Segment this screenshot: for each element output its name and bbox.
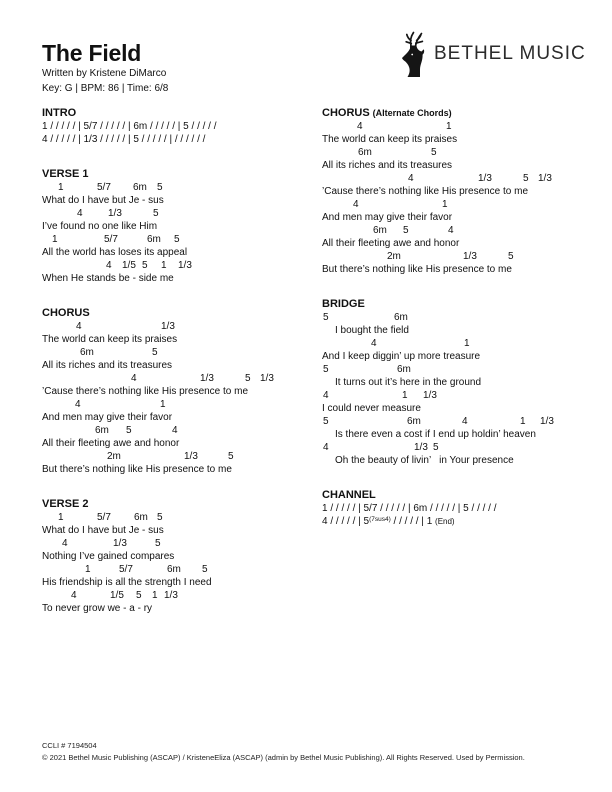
- section-title-text: CHORUS: [42, 307, 90, 319]
- chord: 4: [357, 121, 363, 132]
- ccli-number: CCLI # 7194504: [42, 741, 97, 750]
- chord: 1/3: [538, 173, 552, 184]
- chord-line: [322, 224, 607, 237]
- section-title: [322, 107, 607, 120]
- deer-head-silhouette: [402, 46, 424, 78]
- logo-wordmark: BETHEL MUSIC: [434, 43, 586, 64]
- chord: 6m: [95, 425, 109, 436]
- lyric-line: And men may give their favor: [322, 212, 453, 223]
- song-meta-key-bpm-time: Key: G | BPM: 86 | Time: 6/8: [42, 83, 169, 94]
- lyric-line: It turns out it’s here in the ground: [335, 377, 482, 388]
- chord: 5: [508, 251, 514, 262]
- lyric-line: But there’s nothing like His presence to me: [322, 264, 512, 275]
- chord: 5: [431, 147, 437, 158]
- lyric-line: All their fleeting awe and honor: [322, 238, 460, 249]
- chord: 1/3: [463, 251, 477, 262]
- song-byline: Written by Kristene DiMarco: [42, 68, 167, 79]
- chord: 1/3: [540, 416, 554, 427]
- lyric-line: The world can keep its praises: [42, 334, 178, 345]
- chord: 4: [77, 208, 83, 219]
- chord: 1: [85, 564, 91, 575]
- chord-line: [322, 311, 607, 324]
- lyric-line: To never grow we - a - ry: [42, 603, 153, 614]
- chord-line: [322, 198, 607, 211]
- chord-line: [42, 320, 327, 333]
- chord: 5: [157, 512, 163, 523]
- lyric-line: Is there even a cost if I end up holdin’ heaven: [335, 429, 536, 440]
- right-column: [322, 107, 607, 550]
- section-chorus: [42, 307, 327, 476]
- left-column: [42, 107, 327, 637]
- chord-line: [42, 207, 327, 220]
- chord: 5/7: [119, 564, 133, 575]
- chord: 4: [371, 338, 377, 349]
- section-channel: [322, 489, 607, 528]
- lyric-line: I could never measure: [322, 403, 421, 414]
- chord-extension: (7sus4): [369, 515, 391, 523]
- chord: 1/3: [113, 538, 127, 549]
- chord: 1/5: [122, 260, 136, 271]
- section-verse-2: [42, 498, 327, 615]
- end-marker: (End): [435, 517, 455, 526]
- chord: 6m: [358, 147, 372, 158]
- chord: 1: [52, 234, 58, 245]
- chord: 5/7: [104, 234, 118, 245]
- chord: 1: [152, 590, 158, 601]
- chord: 1: [442, 199, 448, 210]
- section-title-text: CHORUS: [322, 107, 370, 119]
- chord-line: [322, 120, 607, 133]
- chord: 5: [245, 373, 251, 384]
- chord: 5: [523, 173, 529, 184]
- chord-line: [42, 589, 327, 602]
- chord: 4: [76, 321, 82, 332]
- section-title-text: VERSE 2: [42, 498, 89, 510]
- chord-line: [42, 398, 327, 411]
- lyric-line: ’Cause there’s nothing like His presence to me: [322, 186, 529, 197]
- chord: 5: [202, 564, 208, 575]
- chord: 4: [75, 399, 81, 410]
- chord: 4: [448, 225, 454, 236]
- section-intro: [42, 107, 327, 146]
- section-title: [322, 489, 607, 502]
- footer: [42, 740, 525, 764]
- chord: 4: [353, 199, 359, 210]
- chord: 4: [172, 425, 178, 436]
- chord: 1/3: [108, 208, 122, 219]
- lyric-line: I’ve found no one like Him: [42, 221, 158, 232]
- chord: 1/3: [178, 260, 192, 271]
- chord: 2m: [387, 251, 401, 262]
- chord-line: [322, 337, 607, 350]
- lyric-line: All the world has loses its appeal: [42, 247, 188, 258]
- chord: 1: [160, 399, 166, 410]
- lyric-line: The world can keep its praises: [322, 134, 458, 145]
- chord: 1/3: [423, 390, 437, 401]
- chord: 5: [136, 590, 142, 601]
- chord: 4: [71, 590, 77, 601]
- chord: 5: [174, 234, 180, 245]
- chord-line: [42, 537, 327, 550]
- lyric-line: I bought the field: [335, 325, 409, 336]
- chord: 6m: [80, 347, 94, 358]
- lyric-line: All their fleeting awe and honor: [42, 438, 180, 449]
- chord-line: [322, 441, 607, 454]
- chord: 1/3: [161, 321, 175, 332]
- chord-line: [42, 372, 327, 385]
- chord-line: [322, 389, 607, 402]
- chord-line: [322, 172, 607, 185]
- chord: 1/3: [184, 451, 198, 462]
- lyric-line: But there’s nothing like His presence to me: [42, 464, 232, 475]
- chord-line: [42, 511, 327, 524]
- progression-text: 4 / / / / / | 5: [322, 516, 370, 527]
- chord: 1: [58, 512, 64, 523]
- chord: 5: [157, 182, 163, 193]
- chord-line: [322, 415, 607, 428]
- copyright-line: © 2021 Bethel Music Publishing (ASCAP) / KristeneEliza (ASCAP) (admin by Bethel Music Publishing). All Rights Reserved. Used by Permission.: [42, 753, 525, 762]
- chord: 1/3: [414, 442, 428, 453]
- progression-line: [322, 515, 607, 528]
- chord: 1/5: [110, 590, 124, 601]
- section-title: [322, 298, 607, 311]
- section-title-text: CHANNEL: [322, 489, 376, 501]
- chord-line: [42, 450, 327, 463]
- chord: 5: [126, 425, 132, 436]
- chord: 1: [402, 390, 408, 401]
- chord: 5: [323, 312, 329, 323]
- chord: 1: [58, 182, 64, 193]
- chord-line: [322, 363, 607, 376]
- chord: 6m: [167, 564, 181, 575]
- chord: 1/3: [200, 373, 214, 384]
- chord: 6m: [134, 512, 148, 523]
- lyric-line: His friendship is all the strength I need: [42, 577, 212, 588]
- chord: 4: [462, 416, 468, 427]
- chord: 6m: [373, 225, 387, 236]
- section-title-text: VERSE 1: [42, 168, 89, 180]
- progression-line: 4 / / / / / | 1/3 / / / / / | 5 / / / / / | / / / / / /: [42, 134, 206, 145]
- chord: 2m: [107, 451, 121, 462]
- chord: 4: [408, 173, 414, 184]
- progression-line: 1 / / / / / | 5/7 / / / / / | 6m / / / / / | 5 / / / / /: [42, 121, 217, 132]
- lyric-line: When He stands be - side me: [42, 273, 174, 284]
- chord: 5: [153, 208, 159, 219]
- chord-line: [42, 346, 327, 359]
- chord-line: [42, 563, 327, 576]
- progression-text: / / / / / | 1: [390, 516, 436, 527]
- lyric-line: Oh the beauty of livin’ in Your presence: [335, 455, 514, 466]
- chord: 1/3: [164, 590, 178, 601]
- chord: 4: [131, 373, 137, 384]
- chord-line: [322, 146, 607, 159]
- section-title: [42, 307, 327, 320]
- lyric-line: All its riches and its treasures: [322, 160, 453, 171]
- bethel-music-logo: [399, 31, 586, 77]
- chord: 5: [323, 416, 329, 427]
- chord: 1: [161, 260, 167, 271]
- chord: 5/7: [97, 512, 111, 523]
- section-verse-1: [42, 168, 327, 285]
- lyric-line: All its riches and its treasures: [42, 360, 173, 371]
- chord: 5: [142, 260, 148, 271]
- section-chorus: [322, 107, 607, 276]
- lyric-line: Nothing I’ve gained compares: [42, 551, 175, 562]
- section-bridge: [322, 298, 607, 467]
- section-title: [42, 168, 327, 181]
- chord: 4: [62, 538, 68, 549]
- chord: 5/7: [97, 182, 111, 193]
- chord: 4: [106, 260, 112, 271]
- section-title-text: INTRO: [42, 107, 77, 119]
- section-title: [42, 498, 327, 511]
- lyric-line: And I keep diggin’ up more treasure: [322, 351, 481, 362]
- chord-line: [42, 233, 327, 246]
- lyric-line: What do I have but Je - sus: [42, 195, 164, 206]
- chord: 5: [323, 364, 329, 375]
- chord: 5: [155, 538, 161, 549]
- deer-stag-icon: [399, 31, 429, 77]
- chord: 4: [323, 442, 329, 453]
- chord: 1: [446, 121, 452, 132]
- chord: 1/3: [260, 373, 274, 384]
- progression-line: 1 / / / / / | 5/7 / / / / / | 6m / / / / / | 5 / / / / /: [322, 503, 497, 514]
- chord-line: [322, 250, 607, 263]
- chord: 5: [152, 347, 158, 358]
- chord: 1: [520, 416, 526, 427]
- page-title: The Field: [42, 40, 142, 66]
- lyric-line: What do I have but Je - sus: [42, 525, 164, 536]
- chord: 6m: [133, 182, 147, 193]
- section-title-text: BRIDGE: [322, 298, 365, 310]
- chord: 5: [403, 225, 409, 236]
- chord: 4: [323, 390, 329, 401]
- chord: 5: [228, 451, 234, 462]
- lyric-line: ’Cause there’s nothing like His presence to me: [42, 386, 249, 397]
- chord: 6m: [394, 312, 408, 323]
- chord: 6m: [397, 364, 411, 375]
- chord-line: [42, 424, 327, 437]
- chord: 6m: [407, 416, 421, 427]
- chord: 1: [464, 338, 470, 349]
- section-subtitle: (Alternate Chords): [372, 108, 452, 118]
- chord: 6m: [147, 234, 161, 245]
- chord-line: [42, 259, 327, 272]
- chord: 1/3: [478, 173, 492, 184]
- section-title: [42, 107, 327, 120]
- lyric-line: And men may give their favor: [42, 412, 173, 423]
- chord-line: [42, 181, 327, 194]
- chord: 5: [433, 442, 439, 453]
